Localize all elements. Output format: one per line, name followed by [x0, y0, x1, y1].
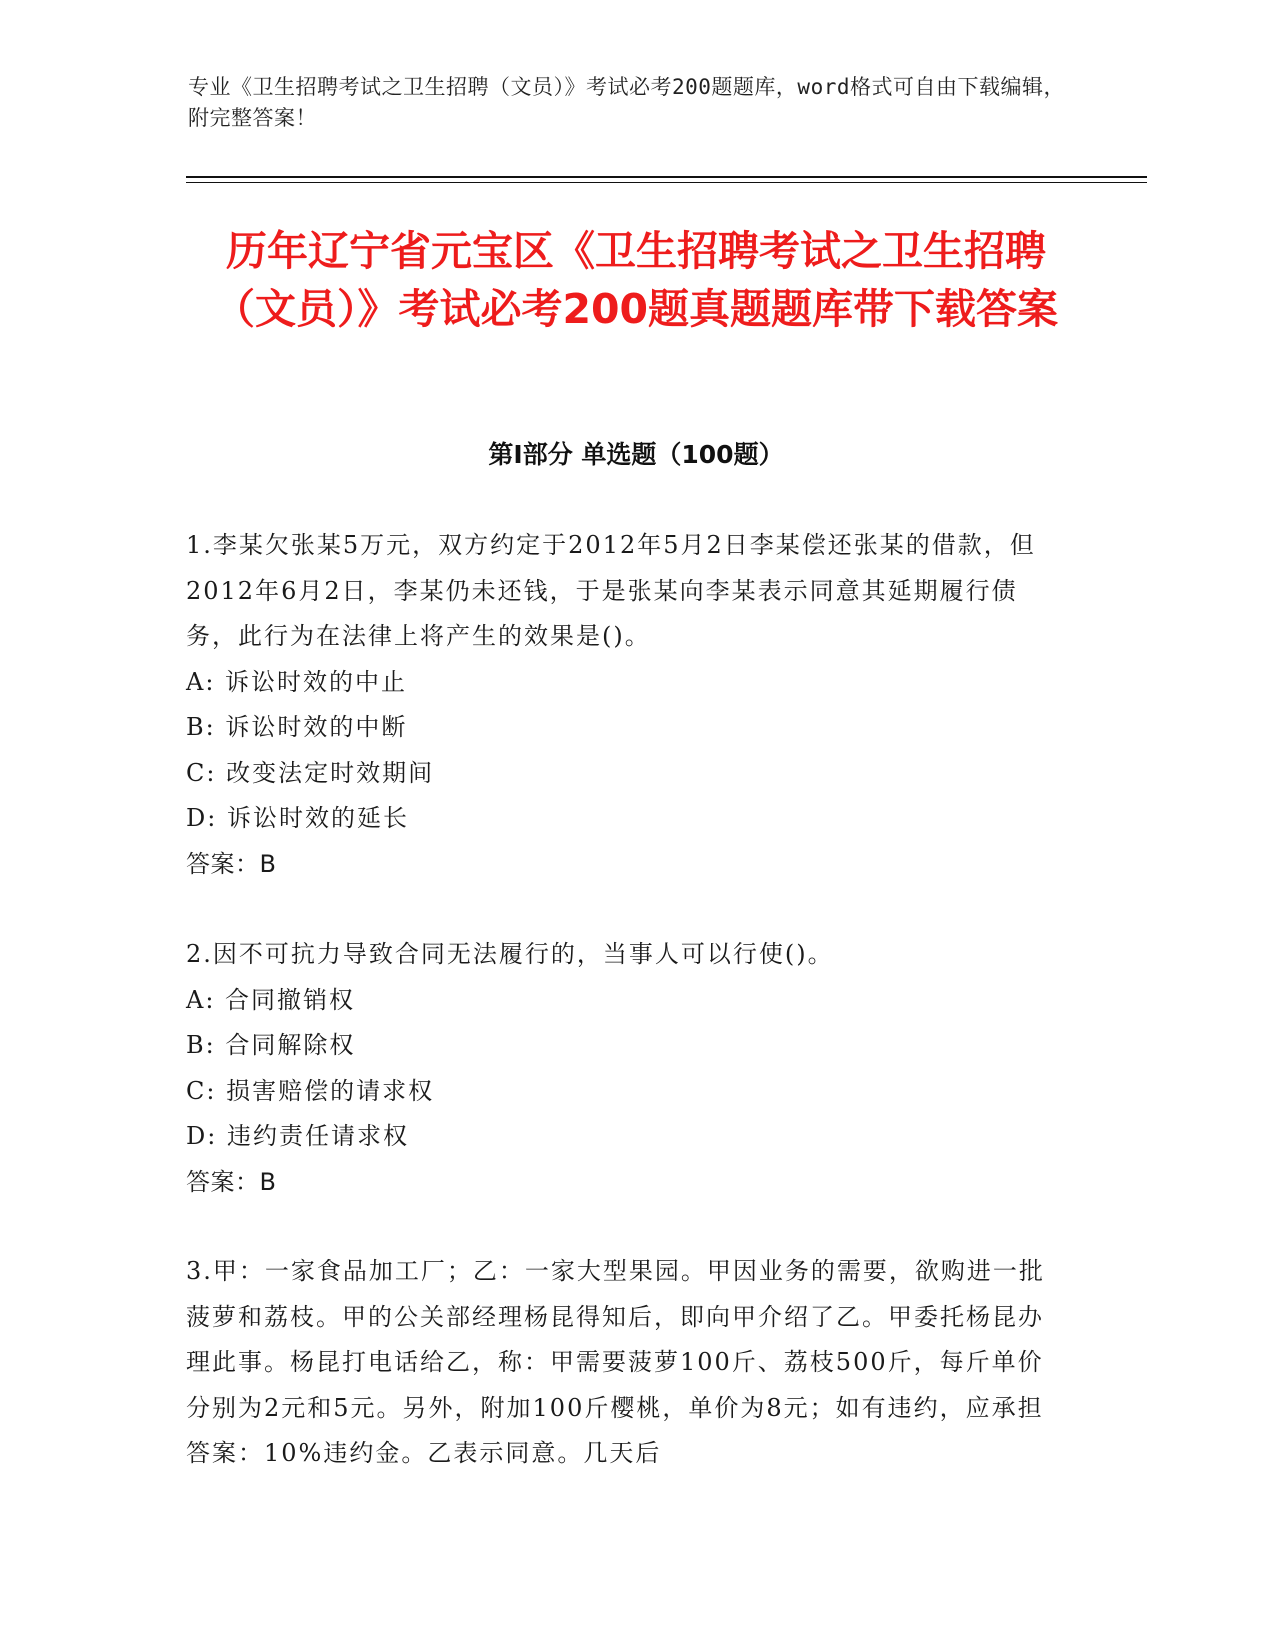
document-title: 历年辽宁省元宝区《卫生招聘考试之卫生招聘（文员）》考试必考200题真题题库带下载答案 [213, 227, 1059, 333]
option-a: A: 合同撤销权 [186, 985, 356, 1014]
option-c: C: 改变法定时效期间 [186, 758, 435, 787]
header-divider-thick [186, 176, 1147, 178]
option-a: A: 诉讼时效的中止 [186, 667, 408, 696]
answer: 答案：B [186, 849, 277, 878]
option-d: D: 诉讼时效的延长 [186, 804, 409, 832]
question-2 [186, 932, 1066, 1205]
question-3 [186, 1249, 1066, 1477]
question-1 [186, 523, 1066, 887]
question-stem: 1.李某欠张某5万元，双方约定于2012年5月2日李某偿还张某的借款，但2012年6月2日，李某仍未还钱，于是张某向李某表示同意其延期履行债务，此行为在法律上将产生的效果是()。 [186, 531, 1036, 650]
header-note: 专业《卫生招聘考试之卫生招聘（文员）》考试必考200题题库，word格式可自由下载编辑，附完整答案！ [188, 75, 1065, 130]
option-b: B: 合同解除权 [186, 1031, 356, 1059]
question-stem: 2.因不可抗力导致合同无法履行的，当事人可以行使()。 [186, 940, 834, 968]
answer: 答案：B [186, 1167, 277, 1196]
option-c: C: 损害赔偿的请求权 [186, 1076, 435, 1105]
header-divider-thin [186, 182, 1147, 183]
section-title: 第I部分 单选题（100题） [488, 440, 784, 469]
question-stem: 3.甲：一家食品加工厂；乙：一家大型果园。甲因业务的需要，欲购进一批菠萝和荔枝。甲的公关部经理杨昆得知后，即向甲介绍了乙。甲委托杨昆办理此事。杨昆打电话给乙，称：甲需要菠萝100斤、荔枝500斤，每斤单价分别为2元和5元。另外，附加100斤樱桃，单价为8元；如有违约，应承担答案：10%违约金。乙表示同意。几天后 [186, 1257, 1045, 1467]
option-d: D: 违约责任请求权 [186, 1122, 409, 1150]
option-b: B: 诉讼时效的中断 [186, 713, 408, 741]
